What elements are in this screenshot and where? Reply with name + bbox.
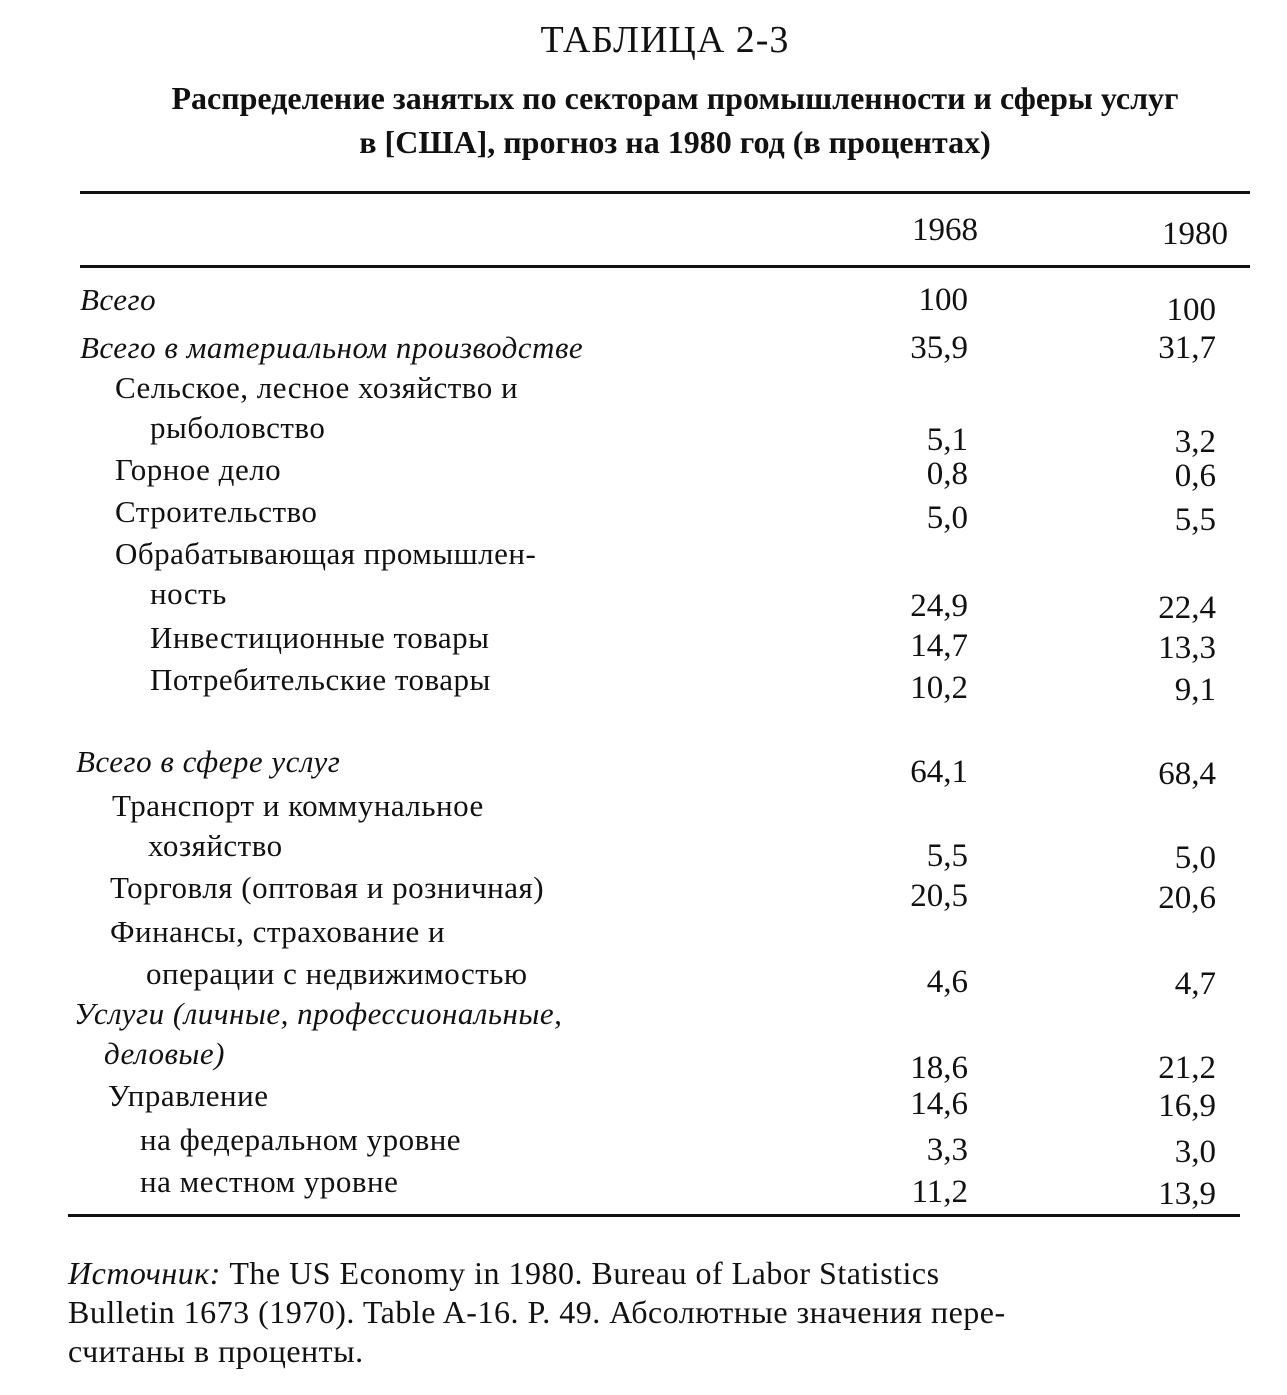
table-row bbox=[0, 1122, 1287, 1170]
value-1968: 11,2 bbox=[911, 1174, 968, 1210]
row-label: деловые) bbox=[104, 1036, 225, 1071]
top-rule bbox=[80, 191, 1250, 194]
value-1980: 13,3 bbox=[1158, 630, 1216, 666]
row-label: Всего bbox=[80, 282, 157, 317]
value-1968: 35,9 bbox=[910, 330, 968, 366]
value-1968: 14,6 bbox=[910, 1086, 968, 1122]
source-lead: Источник: bbox=[68, 1255, 221, 1291]
value-1980: 31,7 bbox=[1158, 330, 1216, 366]
table-row bbox=[0, 452, 1287, 496]
value-1968: 0,8 bbox=[926, 456, 968, 492]
table-row bbox=[0, 788, 1287, 832]
value-1980: 21,2 bbox=[1158, 1050, 1216, 1086]
value-1968: 3,3 bbox=[926, 1132, 968, 1168]
table-row bbox=[0, 282, 1287, 326]
value-1980: 16,9 bbox=[1158, 1088, 1216, 1124]
table-row bbox=[0, 914, 1287, 958]
row-label: Строительство bbox=[115, 494, 318, 529]
value-1980: 20,6 bbox=[1158, 880, 1216, 916]
table-row bbox=[0, 410, 1287, 460]
row-label: Транспорт и коммунальное bbox=[112, 788, 484, 823]
row-label: Всего в материальном производстве bbox=[80, 330, 584, 365]
table-row bbox=[0, 370, 1287, 414]
row-label: Инвестиционные товары bbox=[150, 620, 490, 655]
table-row bbox=[0, 828, 1287, 876]
table-title-line-1: Распределение занятых по секторам промышленности и сферы услуг bbox=[171, 80, 1179, 116]
row-label: Обрабатывающая промышлен- bbox=[115, 536, 537, 571]
value-1980: 3,0 bbox=[1174, 1134, 1216, 1170]
value-1980: 3,2 bbox=[1174, 424, 1216, 460]
row-label: Сельское, лесное хозяйство и bbox=[115, 370, 519, 405]
row-label: Управление bbox=[108, 1078, 269, 1113]
row-label: операции с недвижимостью bbox=[146, 956, 528, 991]
header-rule bbox=[80, 265, 1250, 268]
row-label: Всего в сфере услуг bbox=[76, 744, 341, 779]
value-1968: 5,1 bbox=[926, 422, 968, 458]
table-row bbox=[0, 576, 1287, 626]
table-number: ТАБЛИЦА 2-3 bbox=[540, 19, 790, 61]
value-1968: 10,2 bbox=[910, 670, 968, 706]
value-1968: 64,1 bbox=[910, 754, 968, 790]
value-1968: 20,5 bbox=[910, 878, 968, 914]
row-label: Потребительские товары bbox=[150, 662, 491, 697]
table-row bbox=[0, 744, 1287, 792]
value-1968: 5,5 bbox=[926, 838, 968, 874]
value-1968: 4,6 bbox=[926, 964, 968, 1000]
bottom-rule bbox=[68, 1214, 1240, 1217]
value-1980: 22,4 bbox=[1158, 590, 1216, 626]
value-1968: 18,6 bbox=[910, 1050, 968, 1086]
value-1980: 13,9 bbox=[1158, 1176, 1216, 1212]
value-1980: 5,0 bbox=[1174, 840, 1216, 876]
column-header-1980: 1980 bbox=[1162, 216, 1228, 252]
value-1968: 24,9 bbox=[910, 588, 968, 624]
table-row bbox=[0, 536, 1287, 580]
row-label: на местном уровне bbox=[140, 1164, 399, 1199]
value-1980: 4,7 bbox=[1174, 966, 1216, 1002]
value-1968: 14,7 bbox=[910, 628, 968, 664]
table-title-line-2: в [США], прогноз на 1980 год (в процентах) bbox=[359, 124, 991, 160]
table-row bbox=[0, 494, 1287, 538]
table-row bbox=[0, 1164, 1287, 1212]
value-1980: 9,1 bbox=[1174, 672, 1216, 708]
row-label: на федеральном уровне bbox=[140, 1122, 462, 1157]
table-row bbox=[0, 662, 1287, 706]
source-line-2: Bulletin 1673 (1970). Table A-16. P. 49. Абсолютные значения пере- bbox=[68, 1294, 1006, 1330]
value-1980: 0,6 bbox=[1174, 458, 1216, 494]
row-label: Горное дело bbox=[115, 452, 282, 487]
source-note bbox=[68, 1254, 1218, 1371]
source-line-3: считаны в проценты. bbox=[68, 1333, 364, 1369]
table-row bbox=[0, 870, 1287, 914]
table-row bbox=[0, 620, 1287, 664]
table-row bbox=[0, 956, 1287, 1000]
row-label: Торговля (оптовая и розничная) bbox=[110, 870, 545, 905]
value-1968: 5,0 bbox=[926, 500, 968, 536]
row-label: Финансы, страхование и bbox=[110, 914, 446, 949]
value-1968: 100 bbox=[918, 282, 968, 318]
row-label: хозяйство bbox=[148, 828, 283, 863]
column-header-1968: 1968 bbox=[912, 212, 978, 248]
value-1980: 5,5 bbox=[1174, 502, 1216, 538]
value-1980: 68,4 bbox=[1158, 756, 1216, 792]
table-row bbox=[0, 1036, 1287, 1086]
row-label: ность bbox=[150, 576, 227, 611]
value-1980: 100 bbox=[1166, 292, 1216, 328]
table-row bbox=[0, 1078, 1287, 1122]
row-label: рыболовство bbox=[150, 410, 326, 445]
table-row bbox=[0, 330, 1287, 374]
source-line-1: The US Economy in 1980. Bureau of Labor Statistics bbox=[229, 1255, 940, 1291]
table-row bbox=[0, 996, 1287, 1040]
row-label: Услуги (личные, профессиональные, bbox=[74, 996, 563, 1031]
table-title bbox=[70, 76, 1280, 164]
